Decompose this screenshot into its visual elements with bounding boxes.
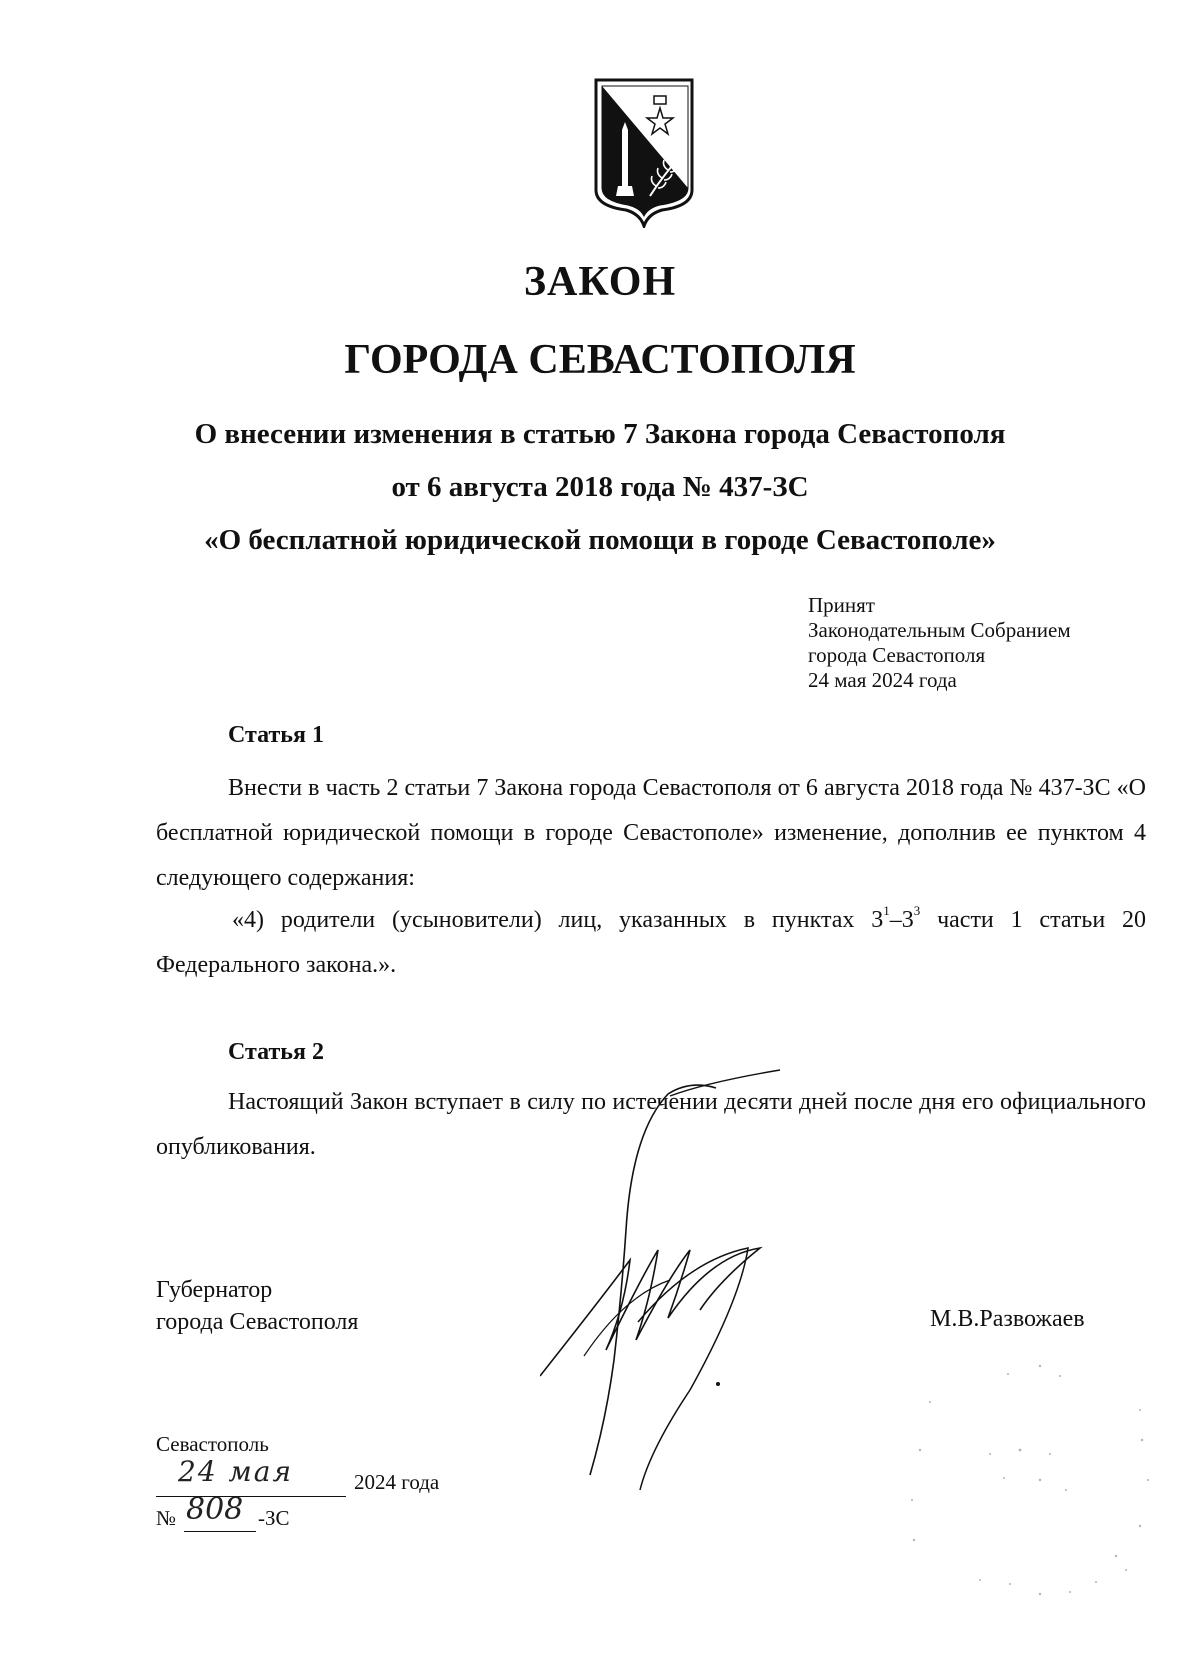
article-1-quote-prefix: «4) родители (усыновители) лиц, указанных в пунктах 3 [232, 907, 884, 933]
governor-title [156, 1274, 358, 1338]
governor-name: М.В.Развожаев [930, 1306, 1085, 1332]
governor-role: Губернатор [156, 1277, 273, 1303]
article-1-paragraph-2 [156, 898, 1146, 988]
place-of-signing: Севастополь [156, 1432, 269, 1456]
date-year: 2024 года [354, 1470, 440, 1494]
law-subtitle-line-2: от 6 августа 2018 года № 437-ЗС [391, 471, 809, 503]
adoption-date: 24 мая 2024 года [808, 668, 957, 692]
faint-seal-stamp [890, 1330, 1160, 1630]
article-1-range-dash: –3 [889, 907, 914, 933]
superscript: 3 [913, 903, 921, 918]
handwritten-date: 24 мая [178, 1455, 293, 1488]
handwritten-signature [540, 1060, 820, 1500]
law-subtitle-line-1: О внесении изменения в статью 7 Закона города Севастополя [194, 418, 1006, 450]
article-2-heading: Статья 2 [228, 1039, 324, 1065]
law-subtitle-line-3: «О бесплатной юридической помощи в городе Севастополе» [204, 524, 996, 556]
article-1-quote-suffix: части 1 статьи 20 Федерального закона.». [156, 907, 1147, 978]
handwritten-law-number: 808 [186, 1492, 244, 1527]
article-2-paragraph: Настоящий Закон вступает в силу по истечении десяти дней после дня его официального опубликования. [156, 1089, 1146, 1160]
superscript: 1 [883, 903, 890, 918]
law-number-suffix: -ЗС [258, 1506, 290, 1530]
adoption-note-line: Законодательным Собранием [808, 618, 1071, 642]
adoption-note-line: Принят [808, 593, 875, 617]
adoption-note-line: города Севастополя [808, 643, 986, 667]
adoption-note [808, 593, 1071, 693]
document-type-title: ЗАКОН [523, 259, 677, 305]
article-1-paragraph-1: Внести в часть 2 статьи 7 Закона города Севастополя от 6 августа 2018 года № 437-ЗС «О бесплатной юридической помощи в городе Севастополе» изменение, дополнив ее пунктом 4 следующего содержания: [156, 775, 1146, 891]
coat-of-arms-emblem [592, 78, 696, 228]
issuing-authority-title: ГОРОДА СЕВАСТОПОЛЯ [344, 337, 856, 383]
article-1-heading: Статья 1 [228, 722, 324, 748]
governor-city: города Севастополя [156, 1309, 359, 1335]
number-sign: № [156, 1506, 177, 1530]
